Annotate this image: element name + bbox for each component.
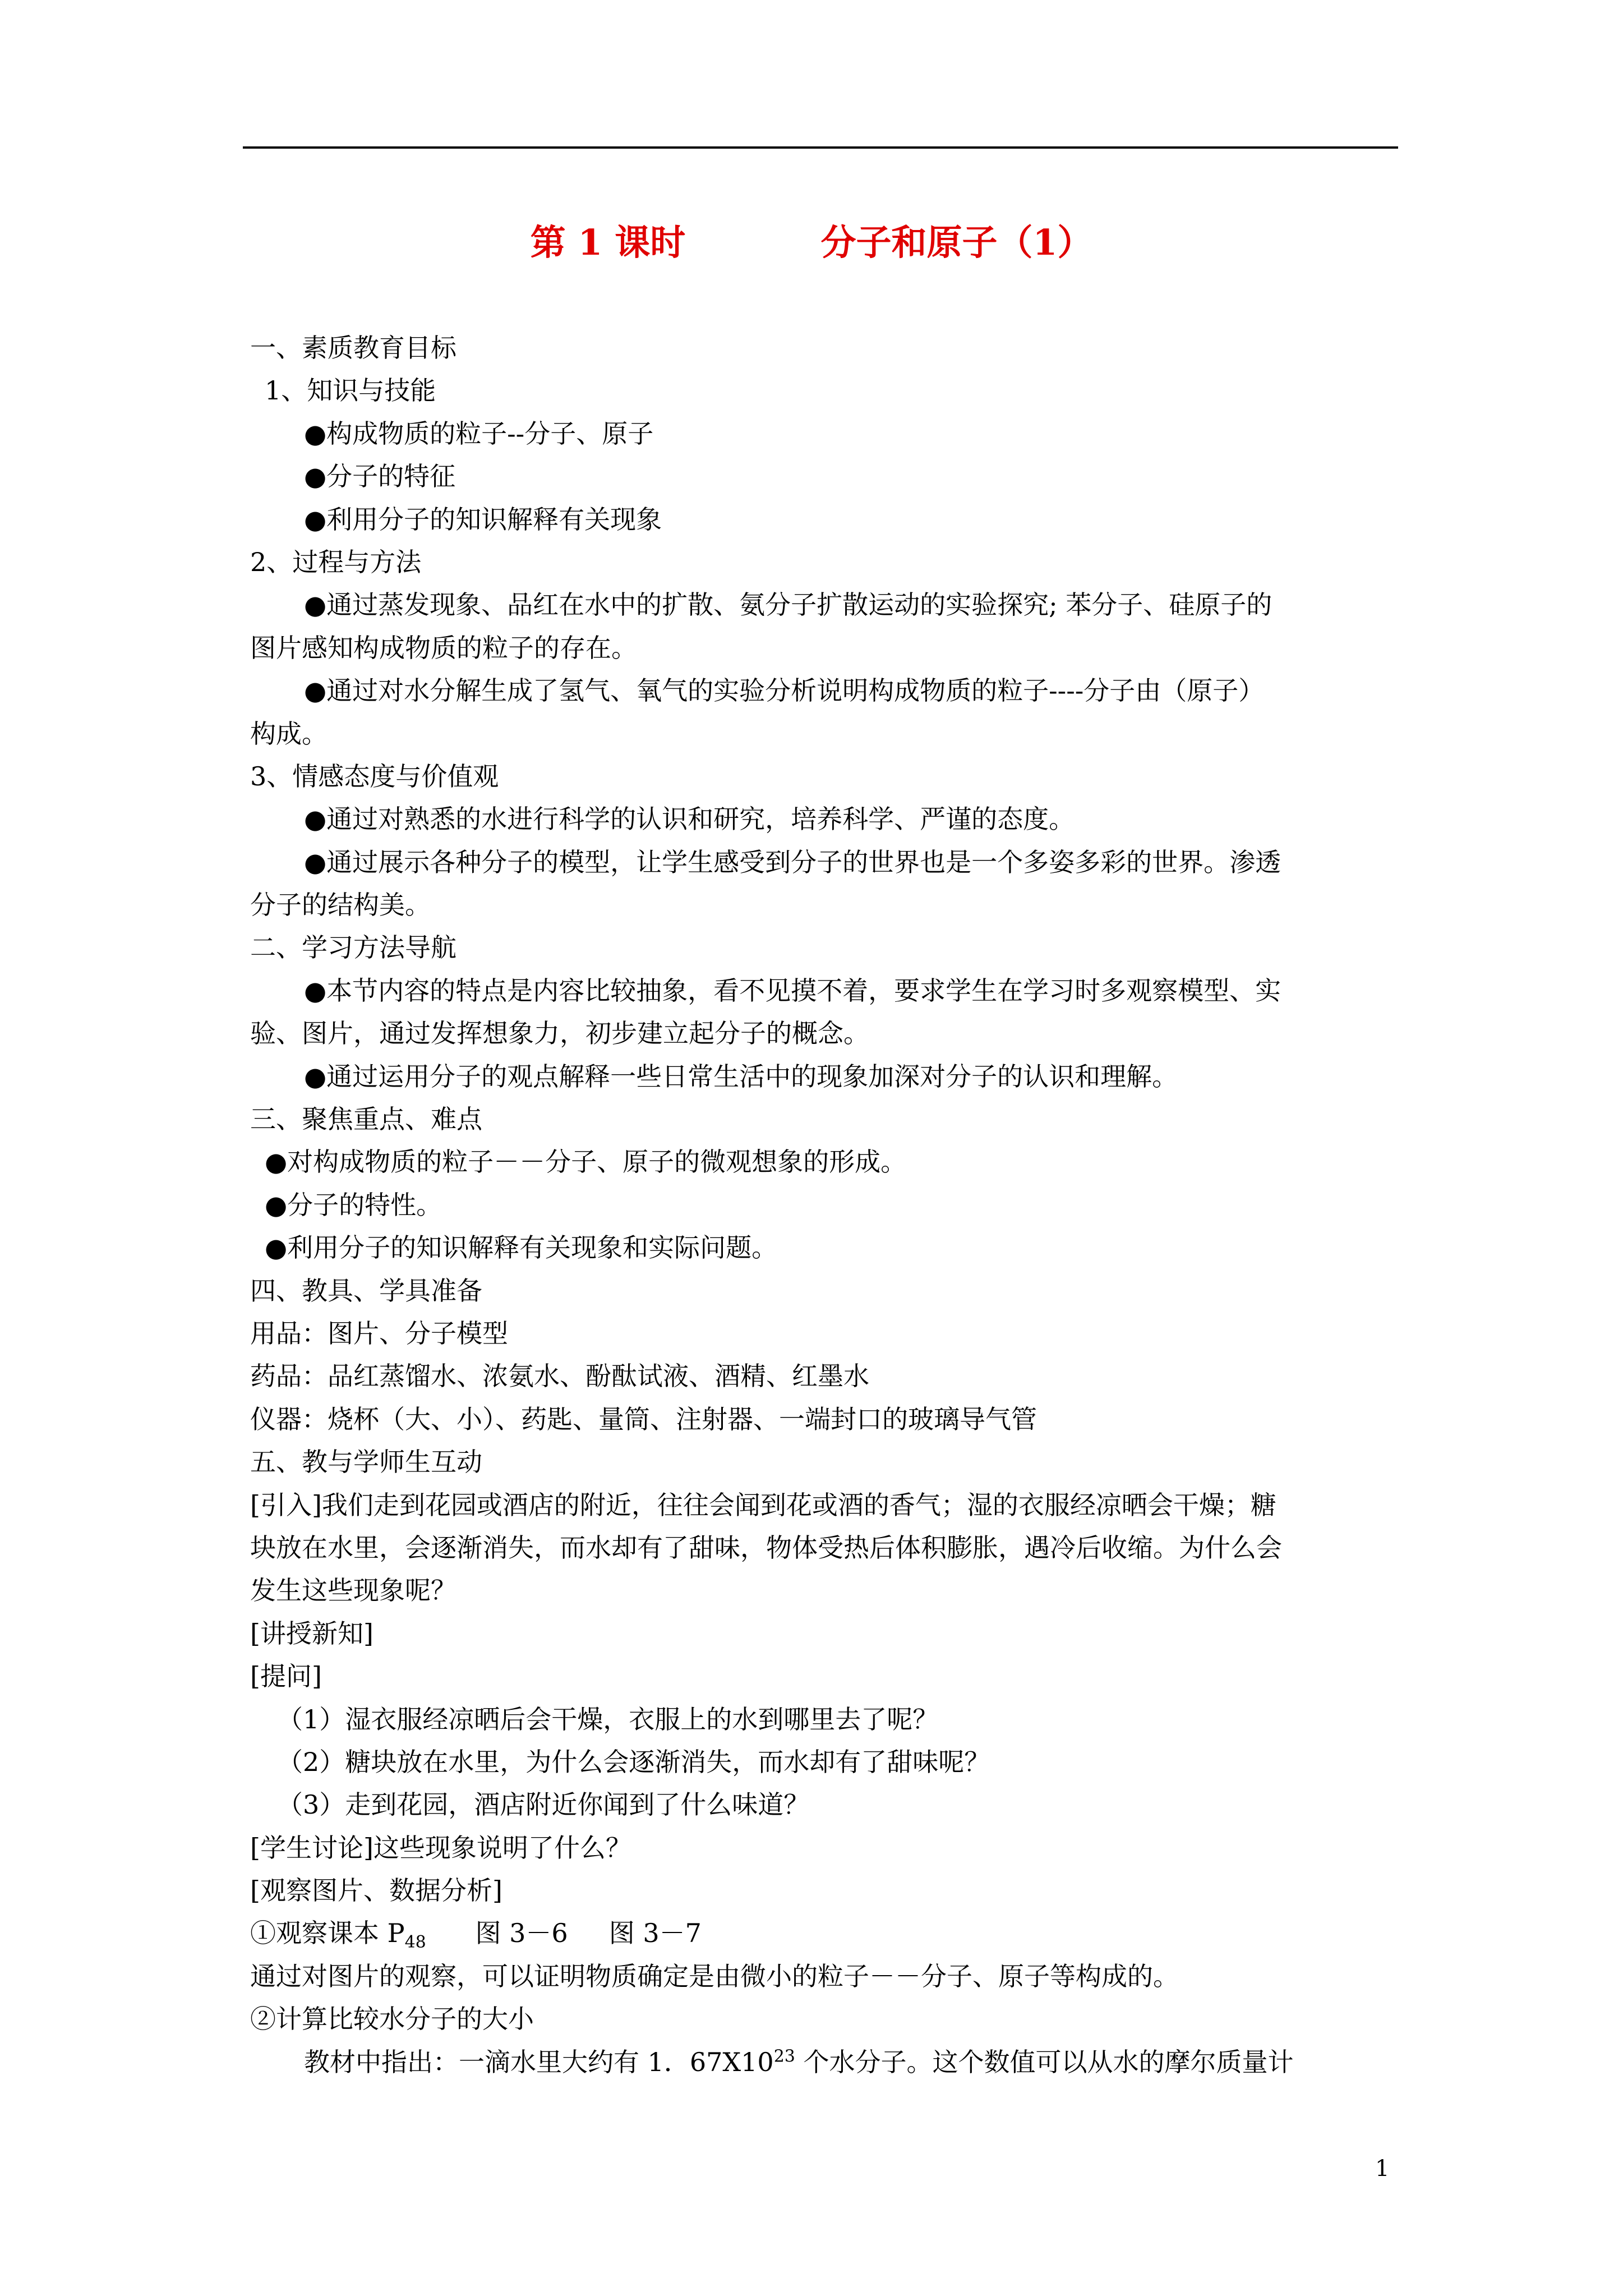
text-line: ●本节内容的特点是内容比较抽象，看不见摸不着，要求学生在学习时多观察模型、实 [304, 975, 1281, 1006]
text-line: [学生讨论]这些现象说明了什么？ [250, 1832, 631, 1863]
text-line: 分子的结构美。 [250, 890, 431, 921]
text-line: 图片感知构成物质的粒子的存在。 [250, 632, 637, 663]
text-line: ●利用分子的知识解释有关现象和实际问题。 [265, 1232, 778, 1263]
document-body [250, 326, 1394, 2083]
text-line: 3、情感态度与价值观 [250, 761, 499, 792]
text-line: [讲授新知] [250, 1618, 374, 1649]
text-line: （2）糖块放在水里，为什么会逐渐消失，而水却有了甜味呢？ [277, 1746, 990, 1777]
text-line: ●对构成物质的粒子－－分子、原子的微观想象的形成。 [265, 1147, 907, 1177]
text-line: [引入]我们走到花园或酒店的附近，往往会闻到花或酒的香气；湿的衣服经凉晒会干燥；糖 [250, 1489, 1276, 1520]
text-line: 一、素质教育目标 [250, 333, 457, 363]
text-line: 通过对图片的观察，可以证明物质确定是由微小的粒子－－分子、原子等构成的。 [250, 1961, 1179, 1991]
header-rule [243, 146, 1398, 149]
text-line: 二、学习方法导航 [250, 932, 457, 963]
page-number: 1 [1375, 2156, 1390, 2182]
text-line: ●通过对熟悉的水进行科学的认识和研究，培养科学、严谨的态度。 [304, 804, 1075, 835]
text-line: ●构成物质的粒子--分子、原子 [304, 418, 654, 449]
text-line: （3）走到花园，酒店附近你闻到了什么味道？ [277, 1789, 810, 1820]
text-line-water-molecules: 教材中指出：一滴水里大约有 1．$67X10^{23}$ 个水分子。这个数值可以从水的摩尔质量计 [304, 2046, 1294, 2077]
text-line: 五、教与学师生互动 [250, 1447, 482, 1478]
text-line: 四、教具、学具准备 [250, 1275, 482, 1306]
text-line: 构成。 [250, 718, 328, 749]
text-line: ●分子的特性。 [265, 1189, 442, 1220]
text-line: 仪器：烧杯（大、小）、药匙、量筒、注射器、一端封口的玻璃导气管 [250, 1404, 1037, 1434]
text-line: 三、聚焦重点、难点 [250, 1104, 482, 1135]
text-line: 用品：图片、分子模型 [250, 1318, 508, 1349]
text-line: ●通过展示各种分子的模型，让学生感受到分子的世界也是一个多姿多彩的世界。渗透 [304, 846, 1281, 877]
text-line: 块放在水里，会逐渐消失，而水却有了甜味，物体受热后体积膨胀，遇冷后收缩。为什么会 [250, 1532, 1282, 1563]
text-line: ●通过运用分子的观点解释一些日常生活中的现象加深对分子的认识和理解。 [304, 1061, 1178, 1092]
text-line: [观察图片、数据分析] [250, 1875, 502, 1906]
page-title: 第 1 课时 分子和原子（1） [530, 222, 1093, 263]
text-line: [提问] [250, 1661, 322, 1692]
text-line: 2、过程与方法 [250, 546, 422, 577]
text-line: （1）湿衣服经凉晒后会干燥，衣服上的水到哪里去了呢？ [277, 1704, 939, 1734]
text-line: ●分子的特征 [304, 461, 456, 492]
text-line: ●通过对水分解生成了氢气、氧气的实验分析说明构成物质的粒子----分子由（原子） [304, 675, 1265, 706]
text-line-observe-figures: ①观察课本 $P_{48}$ 图 3－6 图 3－7 [250, 1918, 702, 1953]
text-line: 发生这些现象呢？ [250, 1575, 457, 1606]
text-line: ●利用分子的知识解释有关现象 [304, 504, 662, 535]
text-line: 验、图片，通过发挥想象力，初步建立起分子的概念。 [250, 1018, 869, 1049]
text-line: 药品：品红蒸馏水、浓氨水、酚酞试液、酒精、红墨水 [250, 1361, 869, 1392]
text-line: ②计算比较水分子的大小 [250, 2004, 534, 2035]
text-line: ●通过蒸发现象、品红在水中的扩散、氨分子扩散运动的实验探究; 苯分子、硅原子的 [304, 590, 1272, 620]
text-line: 1、知识与技能 [265, 375, 436, 406]
